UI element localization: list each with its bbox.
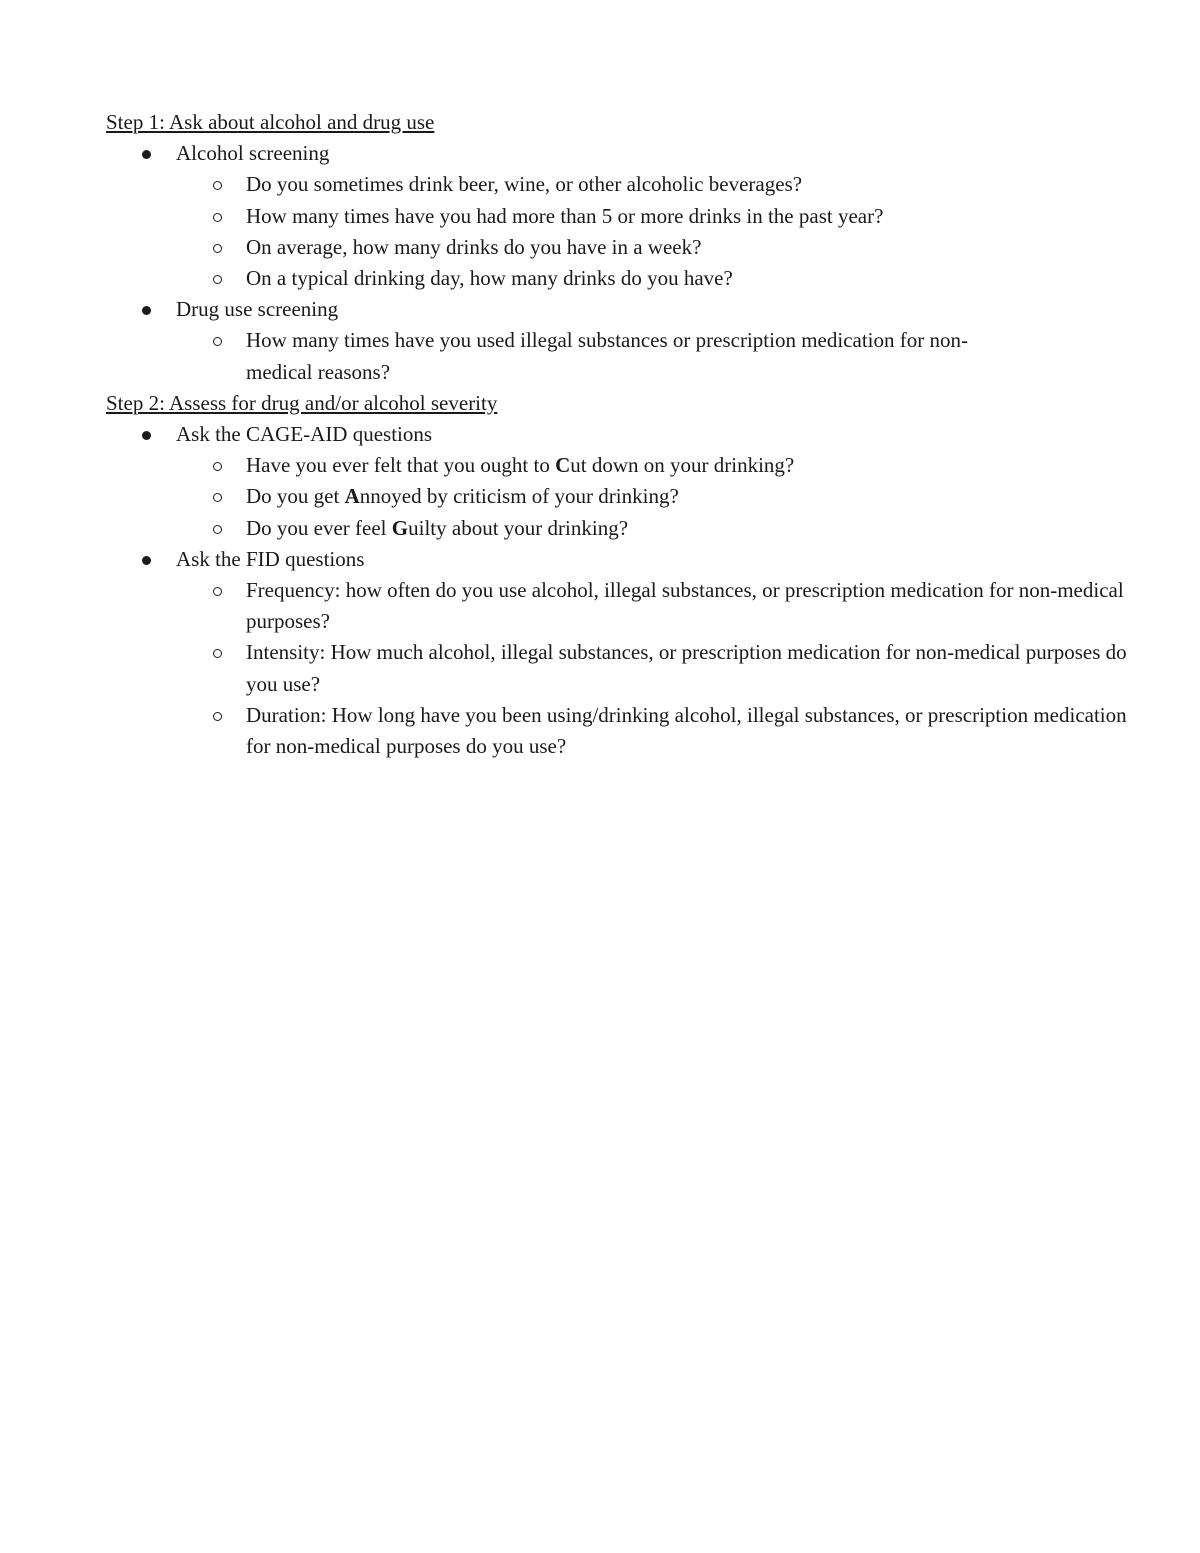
fid-question-text: Intensity: How much alcohol, illegal substances, or prescription medication for non-medical purposes do you use?	[246, 640, 1127, 696]
alcohol-question-item	[106, 201, 1146, 232]
alcohol-question-item	[106, 169, 1146, 200]
hollow-bullet-icon	[213, 462, 222, 471]
cage-question-before: Do you get	[246, 484, 345, 509]
step1-heading: Step 1: Ask about alcohol and drug use	[106, 110, 435, 134]
cage-question-after: ut down on your drinking?	[570, 453, 795, 478]
cage-question-item	[106, 481, 1146, 512]
cage-question-item	[106, 513, 1146, 544]
cage-question-after: nnoyed by criticism of your drinking?	[359, 484, 679, 509]
filled-bullet-icon	[142, 150, 151, 159]
hollow-bullet-icon	[213, 649, 222, 658]
hollow-bullet-icon	[213, 493, 222, 502]
drug-screening-item	[106, 294, 1146, 325]
drug-screening-label: Drug use screening	[176, 297, 339, 322]
step2-heading: Step 2: Assess for drug and/or alcohol severity	[106, 390, 498, 415]
alcohol-question-text: How many times have you had more than 5 or more drinks in the past year?	[246, 203, 884, 228]
document-content	[106, 107, 1146, 762]
cage-question-item	[106, 450, 1146, 481]
cage-question-before: Do you ever feel	[246, 515, 392, 540]
fid-item	[106, 544, 1146, 575]
alcohol-question-text: On a typical drinking day, how many drinks do you have?	[246, 266, 733, 291]
cage-question-before: Have you ever felt that you ought to	[246, 453, 556, 478]
fid-question-text: Frequency: how often do you use alcohol, illegal substances, or prescription medication for non-medical purposes?	[246, 578, 1124, 634]
hollow-bullet-icon	[213, 587, 222, 596]
alcohol-question-text: On average, how many drinks do you have in a week?	[246, 234, 702, 259]
drug-question-item	[106, 325, 976, 387]
hollow-bullet-icon	[213, 712, 222, 721]
drug-question-text: How many times have you used illegal substances or prescription medication for non-medical reasons?	[246, 328, 968, 384]
hollow-bullet-icon	[213, 275, 222, 284]
cage-aid-label: Ask the CAGE-AID questions	[176, 422, 433, 447]
filled-bullet-icon	[142, 556, 151, 565]
alcohol-screening-label: Alcohol screening	[176, 141, 330, 166]
alcohol-question-item	[106, 232, 1146, 263]
hollow-bullet-icon	[213, 181, 222, 190]
fid-question-text: Duration: How long have you been using/drinking alcohol, illegal substances, or prescription medication for non-medical purposes do you use?	[246, 702, 1127, 759]
fid-question-item	[106, 637, 1146, 699]
cage-letter: A	[344, 484, 360, 509]
hollow-bullet-icon	[213, 213, 222, 222]
hollow-bullet-icon	[213, 337, 222, 346]
alcohol-question-text: Do you sometimes drink beer, wine, or other alcoholic beverages?	[246, 172, 803, 197]
cage-aid-item	[106, 419, 1146, 450]
filled-bullet-icon	[142, 306, 151, 315]
cage-letter: C	[555, 453, 571, 478]
hollow-bullet-icon	[213, 244, 222, 253]
fid-question-item	[106, 700, 1146, 762]
hollow-bullet-icon	[213, 525, 222, 534]
cage-letter: G	[391, 515, 409, 540]
alcohol-question-item	[106, 263, 1146, 294]
filled-bullet-icon	[142, 431, 151, 440]
fid-label: Ask the FID questions	[176, 546, 365, 571]
cage-question-after: uilty about your drinking?	[408, 515, 629, 540]
fid-question-item	[106, 575, 1146, 637]
alcohol-screening-item	[106, 138, 1146, 169]
